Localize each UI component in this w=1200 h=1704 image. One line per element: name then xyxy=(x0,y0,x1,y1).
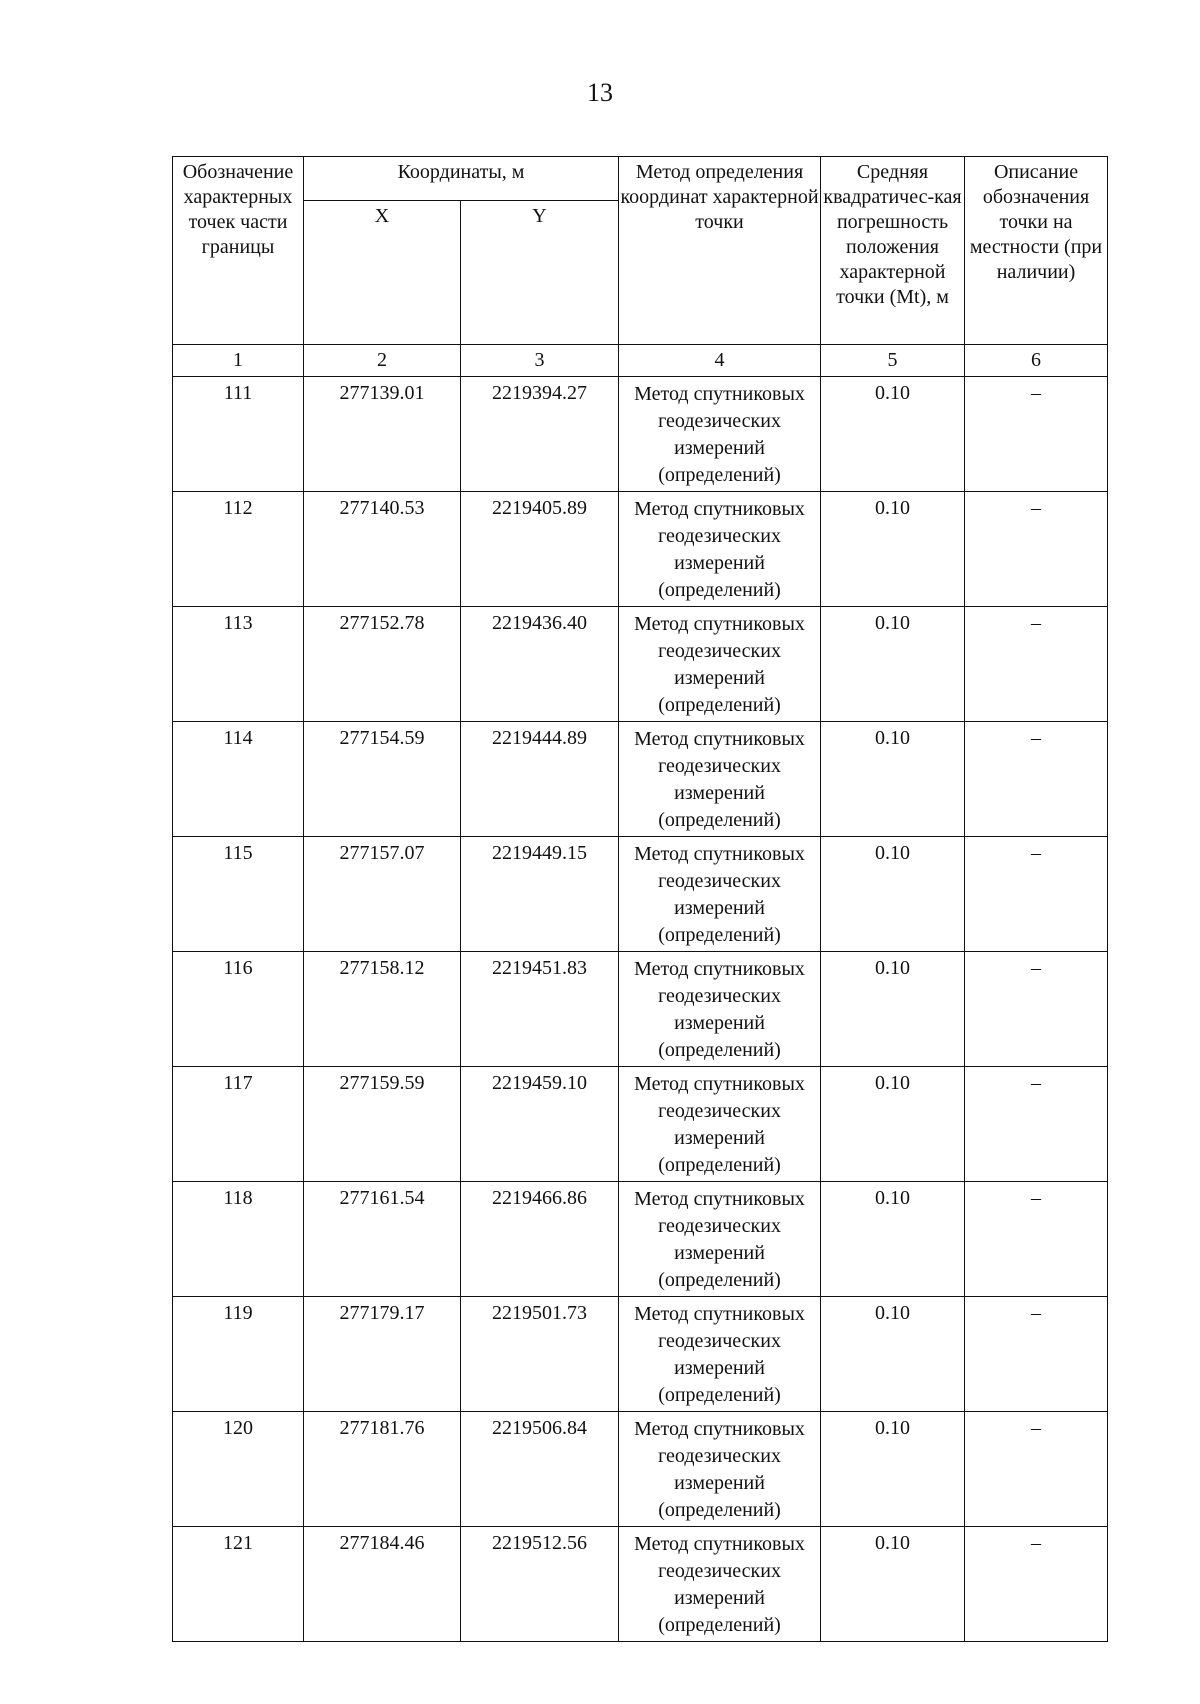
y-coordinate-cell: 2219506.84 xyxy=(461,1412,619,1527)
header-description: Описание обозначения точки на местности (при наличии) xyxy=(965,157,1108,345)
method-cell: Метод спутниковых геодезических измерений (определений) xyxy=(619,1067,821,1182)
coordinates-table xyxy=(172,156,1108,1642)
error-cell: 0.10 xyxy=(821,1412,965,1527)
x-coordinate-cell: 277184.46 xyxy=(304,1527,461,1642)
y-coordinate-cell: 2219444.89 xyxy=(461,722,619,837)
method-cell: Метод спутниковых геодезических измерений (определений) xyxy=(619,1182,821,1297)
y-coordinate-cell: 2219394.27 xyxy=(461,377,619,492)
error-cell: 0.10 xyxy=(821,837,965,952)
point-designation-cell: 121 xyxy=(173,1527,304,1642)
header-method: Метод определения координат характерной точки xyxy=(619,157,821,345)
y-coordinate-cell: 2219459.10 xyxy=(461,1067,619,1182)
x-coordinate-cell: 277161.54 xyxy=(304,1182,461,1297)
table-row xyxy=(173,1527,1108,1642)
y-coordinate-cell: 2219466.86 xyxy=(461,1182,619,1297)
point-designation-cell: 118 xyxy=(173,1182,304,1297)
y-coordinate-cell: 2219512.56 xyxy=(461,1527,619,1642)
point-designation-cell: 114 xyxy=(173,722,304,837)
error-cell: 0.10 xyxy=(821,1067,965,1182)
table-row xyxy=(173,1067,1108,1182)
point-designation-cell: 116 xyxy=(173,952,304,1067)
column-number: 3 xyxy=(461,345,619,377)
error-cell: 0.10 xyxy=(821,1527,965,1642)
header-error: Средняя квадратичес-кая погрешность положения характерной точки (Mt), м xyxy=(821,157,965,345)
point-designation-cell: 119 xyxy=(173,1297,304,1412)
method-cell: Метод спутниковых геодезических измерений (определений) xyxy=(619,607,821,722)
x-coordinate-cell: 277158.12 xyxy=(304,952,461,1067)
table-row xyxy=(173,1182,1108,1297)
method-cell: Метод спутниковых геодезических измерений (определений) xyxy=(619,377,821,492)
column-number: 6 xyxy=(965,345,1108,377)
description-cell: – xyxy=(965,952,1108,1067)
description-cell: – xyxy=(965,837,1108,952)
error-cell: 0.10 xyxy=(821,722,965,837)
description-cell: – xyxy=(965,1182,1108,1297)
description-cell: – xyxy=(965,1067,1108,1182)
column-number: 1 xyxy=(173,345,304,377)
error-cell: 0.10 xyxy=(821,492,965,607)
y-coordinate-cell: 2219449.15 xyxy=(461,837,619,952)
point-designation-cell: 120 xyxy=(173,1412,304,1527)
point-designation-cell: 117 xyxy=(173,1067,304,1182)
description-cell: – xyxy=(965,722,1108,837)
table-row xyxy=(173,952,1108,1067)
table-body xyxy=(173,377,1108,1642)
x-coordinate-cell: 277179.17 xyxy=(304,1297,461,1412)
method-cell: Метод спутниковых геодезических измерений (определений) xyxy=(619,952,821,1067)
table-row xyxy=(173,1297,1108,1412)
header-designation: Обозначение характерных точек части границы xyxy=(173,157,304,345)
table-row xyxy=(173,837,1108,952)
column-number: 2 xyxy=(304,345,461,377)
point-designation-cell: 112 xyxy=(173,492,304,607)
header-y: Y xyxy=(461,201,619,345)
table-row xyxy=(173,1412,1108,1527)
table-row xyxy=(173,722,1108,837)
description-cell: – xyxy=(965,1412,1108,1527)
point-designation-cell: 113 xyxy=(173,607,304,722)
table-row xyxy=(173,377,1108,492)
header-coordinates: Координаты, м xyxy=(304,157,619,201)
method-cell: Метод спутниковых геодезических измерений (определений) xyxy=(619,492,821,607)
description-cell: – xyxy=(965,1527,1108,1642)
error-cell: 0.10 xyxy=(821,377,965,492)
error-cell: 0.10 xyxy=(821,1297,965,1412)
method-cell: Метод спутниковых геодезических измерений (определений) xyxy=(619,1412,821,1527)
description-cell: – xyxy=(965,492,1108,607)
y-coordinate-cell: 2219501.73 xyxy=(461,1297,619,1412)
x-coordinate-cell: 277140.53 xyxy=(304,492,461,607)
point-designation-cell: 111 xyxy=(173,377,304,492)
description-cell: – xyxy=(965,377,1108,492)
error-cell: 0.10 xyxy=(821,952,965,1067)
x-coordinate-cell: 277139.01 xyxy=(304,377,461,492)
y-coordinate-cell: 2219451.83 xyxy=(461,952,619,1067)
method-cell: Метод спутниковых геодезических измерений (определений) xyxy=(619,722,821,837)
description-cell: – xyxy=(965,607,1108,722)
error-cell: 0.10 xyxy=(821,1182,965,1297)
description-cell: – xyxy=(965,1297,1108,1412)
table-row xyxy=(173,607,1108,722)
header-x: X xyxy=(304,201,461,345)
x-coordinate-cell: 277181.76 xyxy=(304,1412,461,1527)
x-coordinate-cell: 277152.78 xyxy=(304,607,461,722)
point-designation-cell: 115 xyxy=(173,837,304,952)
error-cell: 0.10 xyxy=(821,607,965,722)
column-number: 4 xyxy=(619,345,821,377)
method-cell: Метод спутниковых геодезических измерений (определений) xyxy=(619,1297,821,1412)
column-number-row xyxy=(173,345,1108,377)
x-coordinate-cell: 277159.59 xyxy=(304,1067,461,1182)
y-coordinate-cell: 2219405.89 xyxy=(461,492,619,607)
x-coordinate-cell: 277154.59 xyxy=(304,722,461,837)
x-coordinate-cell: 277157.07 xyxy=(304,837,461,952)
page-number: 13 xyxy=(587,78,613,107)
y-coordinate-cell: 2219436.40 xyxy=(461,607,619,722)
table-row xyxy=(173,492,1108,607)
method-cell: Метод спутниковых геодезических измерений (определений) xyxy=(619,1527,821,1642)
column-number: 5 xyxy=(821,345,965,377)
method-cell: Метод спутниковых геодезических измерений (определений) xyxy=(619,837,821,952)
